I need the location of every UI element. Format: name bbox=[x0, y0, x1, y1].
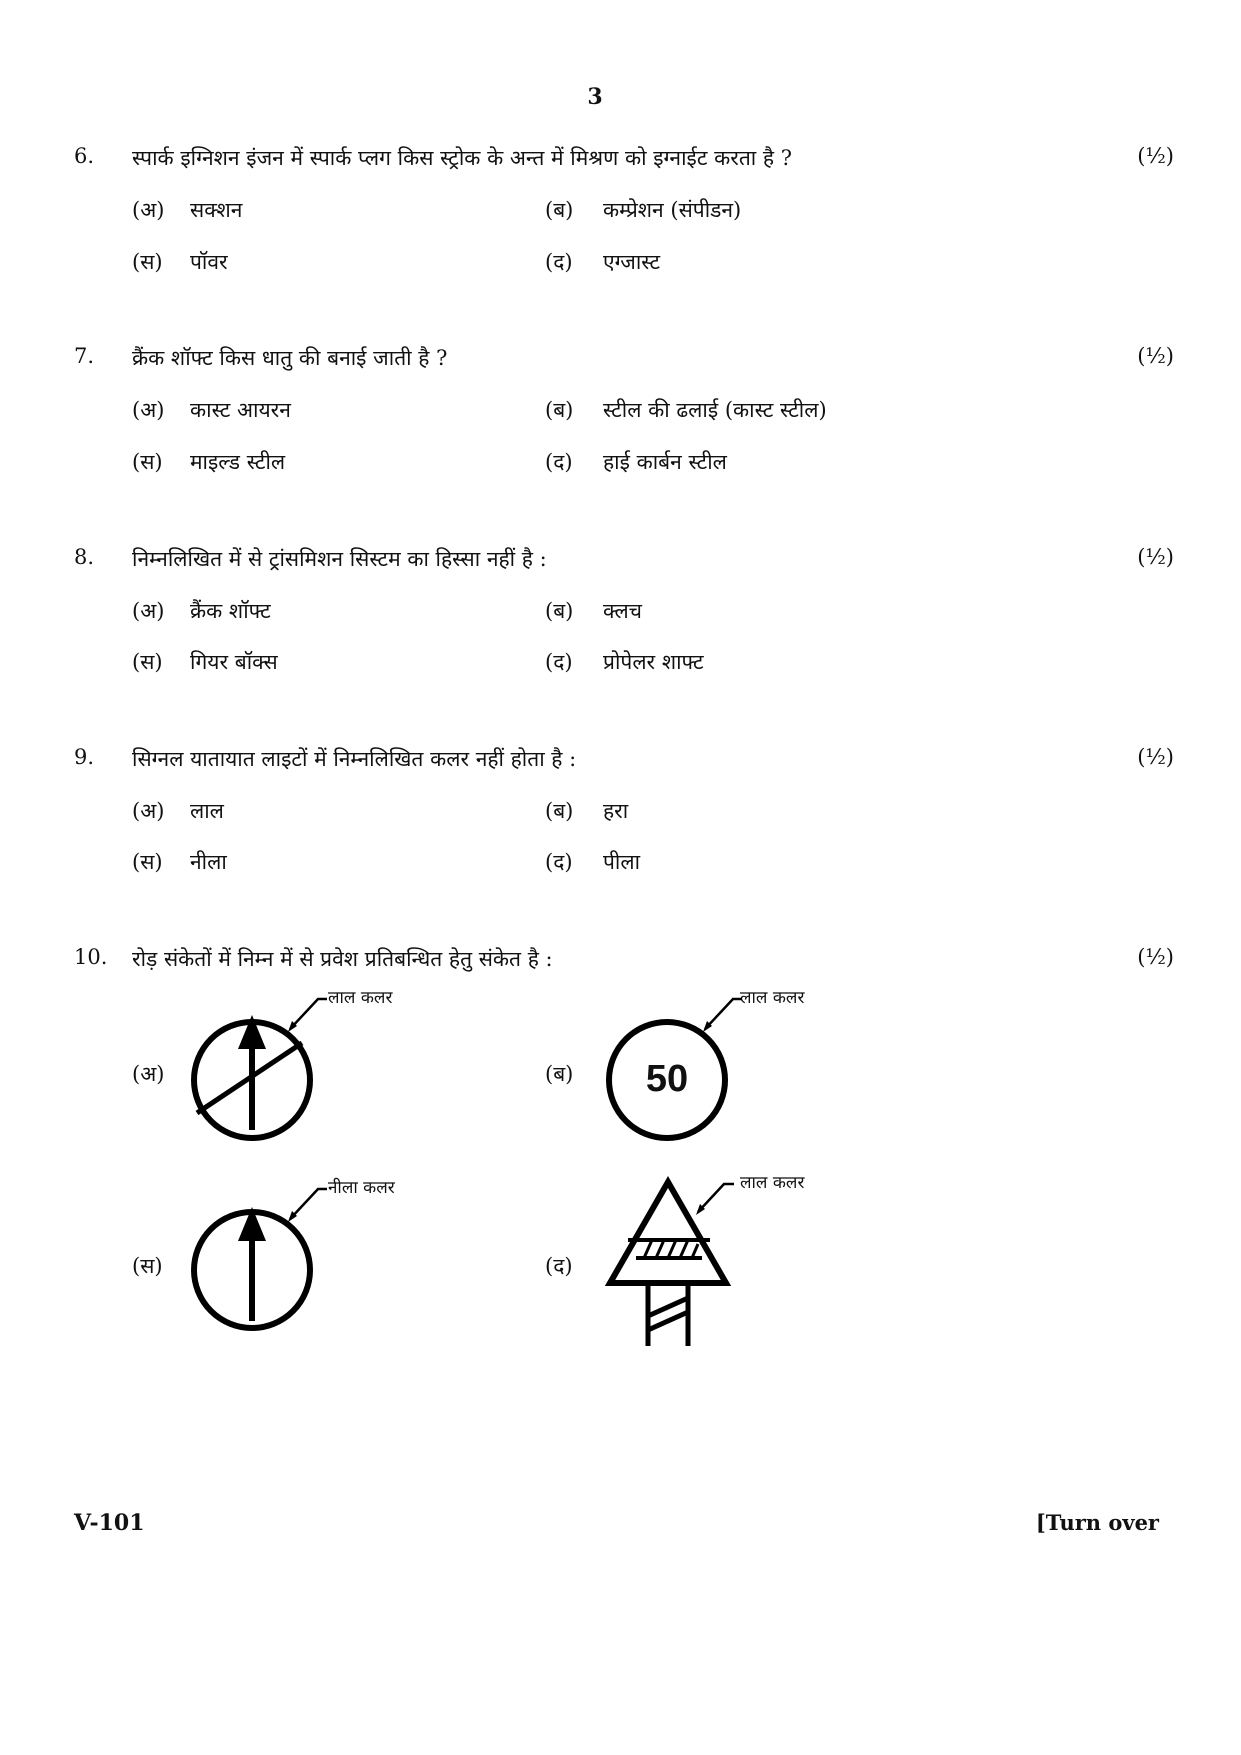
sign-b-label: (ब) bbox=[545, 1062, 574, 1086]
sign-a-color-note: लाल कलर bbox=[328, 988, 393, 1008]
question-text: रोड़ संकेतों में निम्न में से प्रवेश प्रतिबन्धित हेतु संकेत है : bbox=[132, 947, 553, 971]
sign-a-no-entry-icon bbox=[180, 985, 380, 1145]
marks: (½) bbox=[1137, 945, 1174, 969]
question-text: क्रैंक शॉफ्ट किस धातु की बनाई जाती है ? bbox=[132, 346, 448, 370]
question-9 bbox=[74, 745, 1174, 781]
option-b: (ब) स्टील की ढलाई (कास्ट स्टील) bbox=[545, 398, 827, 422]
sign-c-label: (स) bbox=[132, 1254, 163, 1278]
option-c: (स) गियर बॉक्स bbox=[132, 650, 278, 674]
turn-over-note: [Turn over bbox=[1035, 1510, 1159, 1535]
option-c: (स) पॉवर bbox=[132, 250, 228, 274]
option-a: (अ) लाल bbox=[132, 799, 224, 823]
sign-b-color-note: लाल कलर bbox=[740, 988, 805, 1008]
option-d: (द) पीला bbox=[545, 850, 641, 874]
sign-d-label: (द) bbox=[545, 1254, 573, 1278]
option-a: (अ) सक्शन bbox=[132, 198, 243, 222]
paper-code: V-101 bbox=[74, 1510, 145, 1536]
question-number: 8. bbox=[74, 545, 95, 569]
speed-limit-value: 50 bbox=[645, 1058, 689, 1100]
question-number: 6. bbox=[74, 144, 95, 168]
sign-c-color-note: नीला कलर bbox=[328, 1178, 395, 1198]
question-7 bbox=[74, 344, 1174, 380]
option-b: (ब) कम्प्रेशन (संपीडन) bbox=[545, 198, 742, 222]
option-c: (स) नीला bbox=[132, 850, 227, 874]
sign-c-arrow-ahead-icon bbox=[180, 1175, 380, 1335]
sign-a-label: (अ) bbox=[132, 1062, 165, 1086]
question-number: 9. bbox=[74, 745, 95, 769]
option-b: (ब) क्लच bbox=[545, 599, 643, 623]
marks: (½) bbox=[1137, 144, 1174, 168]
question-number: 7. bbox=[74, 344, 95, 368]
sign-d-warning-triangle-icon bbox=[600, 1170, 800, 1350]
question-6 bbox=[74, 144, 1174, 180]
question-8 bbox=[74, 545, 1174, 581]
question-text: निम्नलिखित में से ट्रांसमिशन सिस्टम का हिस्सा नहीं है : bbox=[132, 547, 547, 571]
sign-d-color-note: लाल कलर bbox=[740, 1173, 805, 1193]
marks: (½) bbox=[1137, 545, 1174, 569]
marks: (½) bbox=[1137, 745, 1174, 769]
option-c: (स) माइल्ड स्टील bbox=[132, 450, 286, 474]
option-a: (अ) क्रैंक शॉफ्ट bbox=[132, 599, 271, 623]
marks: (½) bbox=[1137, 344, 1174, 368]
question-text: सिग्नल यातायात लाइटों में निम्नलिखित कलर नहीं होता है : bbox=[132, 747, 577, 771]
option-a: (अ) कास्ट आयरन bbox=[132, 398, 291, 422]
question-number: 10. bbox=[74, 945, 108, 969]
question-text: स्पार्क इग्निशन इंजन में स्पार्क प्लग किस स्ट्रोक के अन्त में मिश्रण को इग्नाईट करता है ? bbox=[132, 146, 792, 170]
option-d: (द) प्रोपेलर शाफ्ट bbox=[545, 650, 704, 674]
option-b: (ब) हरा bbox=[545, 799, 629, 823]
option-d: (द) एग्जास्ट bbox=[545, 250, 661, 274]
page-number: 3 bbox=[587, 84, 603, 110]
question-10 bbox=[74, 945, 1174, 981]
option-d: (द) हाई कार्बन स्टील bbox=[545, 450, 727, 474]
